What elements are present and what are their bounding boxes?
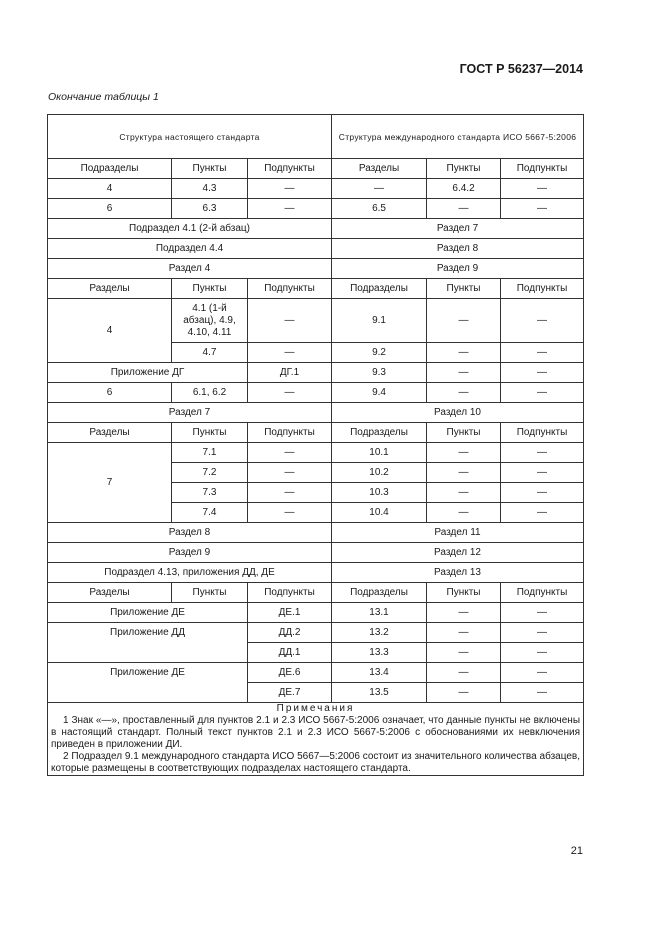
table-cell: — [427,663,501,683]
column-header: Пункты [427,423,501,443]
column-header: Пункты [172,423,248,443]
table-cell: — [501,503,584,523]
table-cell: — [501,683,584,703]
table-cell: ДД.2 [248,623,332,643]
table-cell: 6.5 [332,199,427,219]
column-header: Подразделы [332,583,427,603]
table-cell: — [501,463,584,483]
table-cell: ДЕ.7 [248,683,332,703]
notes-cell [48,703,584,776]
section-span-row [48,239,584,259]
table-cell: 6 [48,383,172,403]
table-cell: — [427,623,501,643]
table-cell: — [248,463,332,483]
column-header: Подпункты [501,159,584,179]
column-header: Подразделы [48,159,172,179]
column-header: Пункты [172,583,248,603]
column-header-row [48,423,584,443]
span-cell: Раздел 8 [332,239,584,259]
table-cell: 7.4 [172,503,248,523]
table-cell: 9.2 [332,343,427,363]
table-cell: — [427,503,501,523]
table-cell: 7 [48,443,172,523]
span-cell: Раздел 9 [332,259,584,279]
column-header: Разделы [332,159,427,179]
table-row [48,443,584,463]
table-cell: — [501,663,584,683]
table-cell: — [501,643,584,663]
table-cell: 9.3 [332,363,427,383]
table-cell: 10.2 [332,463,427,483]
table-cell: 4 [48,179,172,199]
right-structure-title: Структура международного стандарта ИСО 5667-5:2006 [332,115,584,159]
table-cell: 6.3 [172,199,248,219]
column-header: Подпункты [248,279,332,299]
table-row [48,623,584,643]
column-header: Подпункты [248,583,332,603]
column-header: Разделы [48,423,172,443]
column-header: Подпункты [248,159,332,179]
column-header: Подпункты [248,423,332,443]
document-id: ГОСТ Р 56237—2014 [459,62,583,76]
table-cell: — [332,179,427,199]
table-row [48,179,584,199]
span-cell: Раздел 10 [332,403,584,423]
table-cell: 13.2 [332,623,427,643]
span-cell: Раздел 8 [48,523,332,543]
span-cell: Подраздел 4.4 [48,239,332,259]
table-cell: 13.1 [332,603,427,623]
column-header-row [48,583,584,603]
section-span-row [48,543,584,563]
table-cell: — [427,363,501,383]
table-cell: — [501,383,584,403]
span-cell: Раздел 7 [332,219,584,239]
table-cell: — [248,503,332,523]
column-header-row [48,159,584,179]
table-cell: — [501,363,584,383]
table-cell: — [501,483,584,503]
page-number: 21 [570,845,583,857]
table-cell: 4 [48,299,172,363]
span-cell: Раздел 4 [48,259,332,279]
table-cell: — [501,299,584,343]
table-row [48,299,584,343]
span-cell: Раздел 7 [48,403,332,423]
table-cell: — [427,443,501,463]
column-header: Подпункты [501,279,584,299]
table-cell: 13.5 [332,683,427,703]
table-cell: ДГ.1 [248,363,332,383]
table-cell: 6.1, 6.2 [172,383,248,403]
note-item: 1 Знак «—», проставленный для пунктов 2.1 и 2.3 ИСО 5667-5:2006 означает, что данные пункты не включены в настоящий стандарт. Полный текст пунктов 2.1 и 2.3 ИСО 5667-5:2006 с обоснованиями их невключения приведен в приложении ДИ. [51,715,581,750]
table-cell: — [501,603,584,623]
table-cell: 7.2 [172,463,248,483]
section-span-row [48,259,584,279]
column-header: Разделы [48,583,172,603]
left-structure-title: Структура настоящего стандарта [48,115,332,159]
table-cell: — [248,299,332,343]
table-cell: Приложение ДД [48,623,248,663]
table-cell: 7.3 [172,483,248,503]
column-header: Подразделы [332,423,427,443]
column-header: Разделы [48,279,172,299]
column-header: Подпункты [501,583,584,603]
table-row [48,363,584,383]
table-cell: Приложение ДЕ [48,663,248,703]
table-row [48,603,584,623]
table-cell: — [427,483,501,503]
table-cell: 4.7 [172,343,248,363]
table-cell: — [427,643,501,663]
section-span-row [48,403,584,423]
column-header: Подразделы [332,279,427,299]
correspondence-table [47,114,584,776]
table-cell: — [427,199,501,219]
column-header: Пункты [427,279,501,299]
table-cell: Приложение ДГ [48,363,248,383]
table-cell: ДЕ.6 [248,663,332,683]
section-span-row [48,219,584,239]
table-cell: — [248,179,332,199]
table-cell: — [427,683,501,703]
column-header: Подпункты [501,423,584,443]
notes-row [48,703,584,776]
section-span-row [48,523,584,543]
table-cell: 7.1 [172,443,248,463]
span-cell: Подраздел 4.1 (2-й абзац) [48,219,332,239]
column-header: Пункты [427,159,501,179]
table-cell: 13.4 [332,663,427,683]
table-cell: — [501,179,584,199]
column-header: Пункты [427,583,501,603]
table-cell: 6.4.2 [427,179,501,199]
table-row [48,663,584,683]
notes-title: Примечания [276,703,355,714]
table-cell: — [248,383,332,403]
span-cell: Раздел 12 [332,543,584,563]
span-cell: Раздел 9 [48,543,332,563]
table-cell: — [248,199,332,219]
table-cell: 9.1 [332,299,427,343]
note-item: 2 Подраздел 9.1 международного стандарта ИСО 5667—5:2006 состоит из значительного количества абзацев, которые размещены в соответствующих подразделах настоящего стандарта. [51,751,581,774]
table-cell: — [501,623,584,643]
column-header-row [48,279,584,299]
span-cell: Подраздел 4.13, приложения ДД, ДЕ [48,563,332,583]
table-row [48,383,584,403]
section-span-row [48,563,584,583]
table-cell: — [427,343,501,363]
table-cell: 9.4 [332,383,427,403]
column-header: Пункты [172,159,248,179]
table-caption: Окончание таблицы 1 [48,91,159,103]
table-cell: Приложение ДЕ [48,603,248,623]
table-cell: ДЕ.1 [248,603,332,623]
table-cell: 6 [48,199,172,219]
column-header: Пункты [172,279,248,299]
table-cell: — [501,343,584,363]
table-cell: — [427,603,501,623]
table-cell: — [427,299,501,343]
span-cell: Раздел 11 [332,523,584,543]
table-cell: 4.1 (1-й абзац), 4.9, 4.10, 4.11 [172,299,248,343]
table-title-row [48,115,584,159]
table-cell: 10.4 [332,503,427,523]
table-cell: — [248,443,332,463]
table-cell: — [427,383,501,403]
table-cell: 13.3 [332,643,427,663]
table-cell: — [501,199,584,219]
table-cell: 4.3 [172,179,248,199]
table-cell: — [427,463,501,483]
table-cell: 10.3 [332,483,427,503]
table-row [48,199,584,219]
table-cell: — [248,483,332,503]
table-cell: — [501,443,584,463]
span-cell: Раздел 13 [332,563,584,583]
table-cell: — [248,343,332,363]
table-cell: 10.1 [332,443,427,463]
table-cell: ДД.1 [248,643,332,663]
